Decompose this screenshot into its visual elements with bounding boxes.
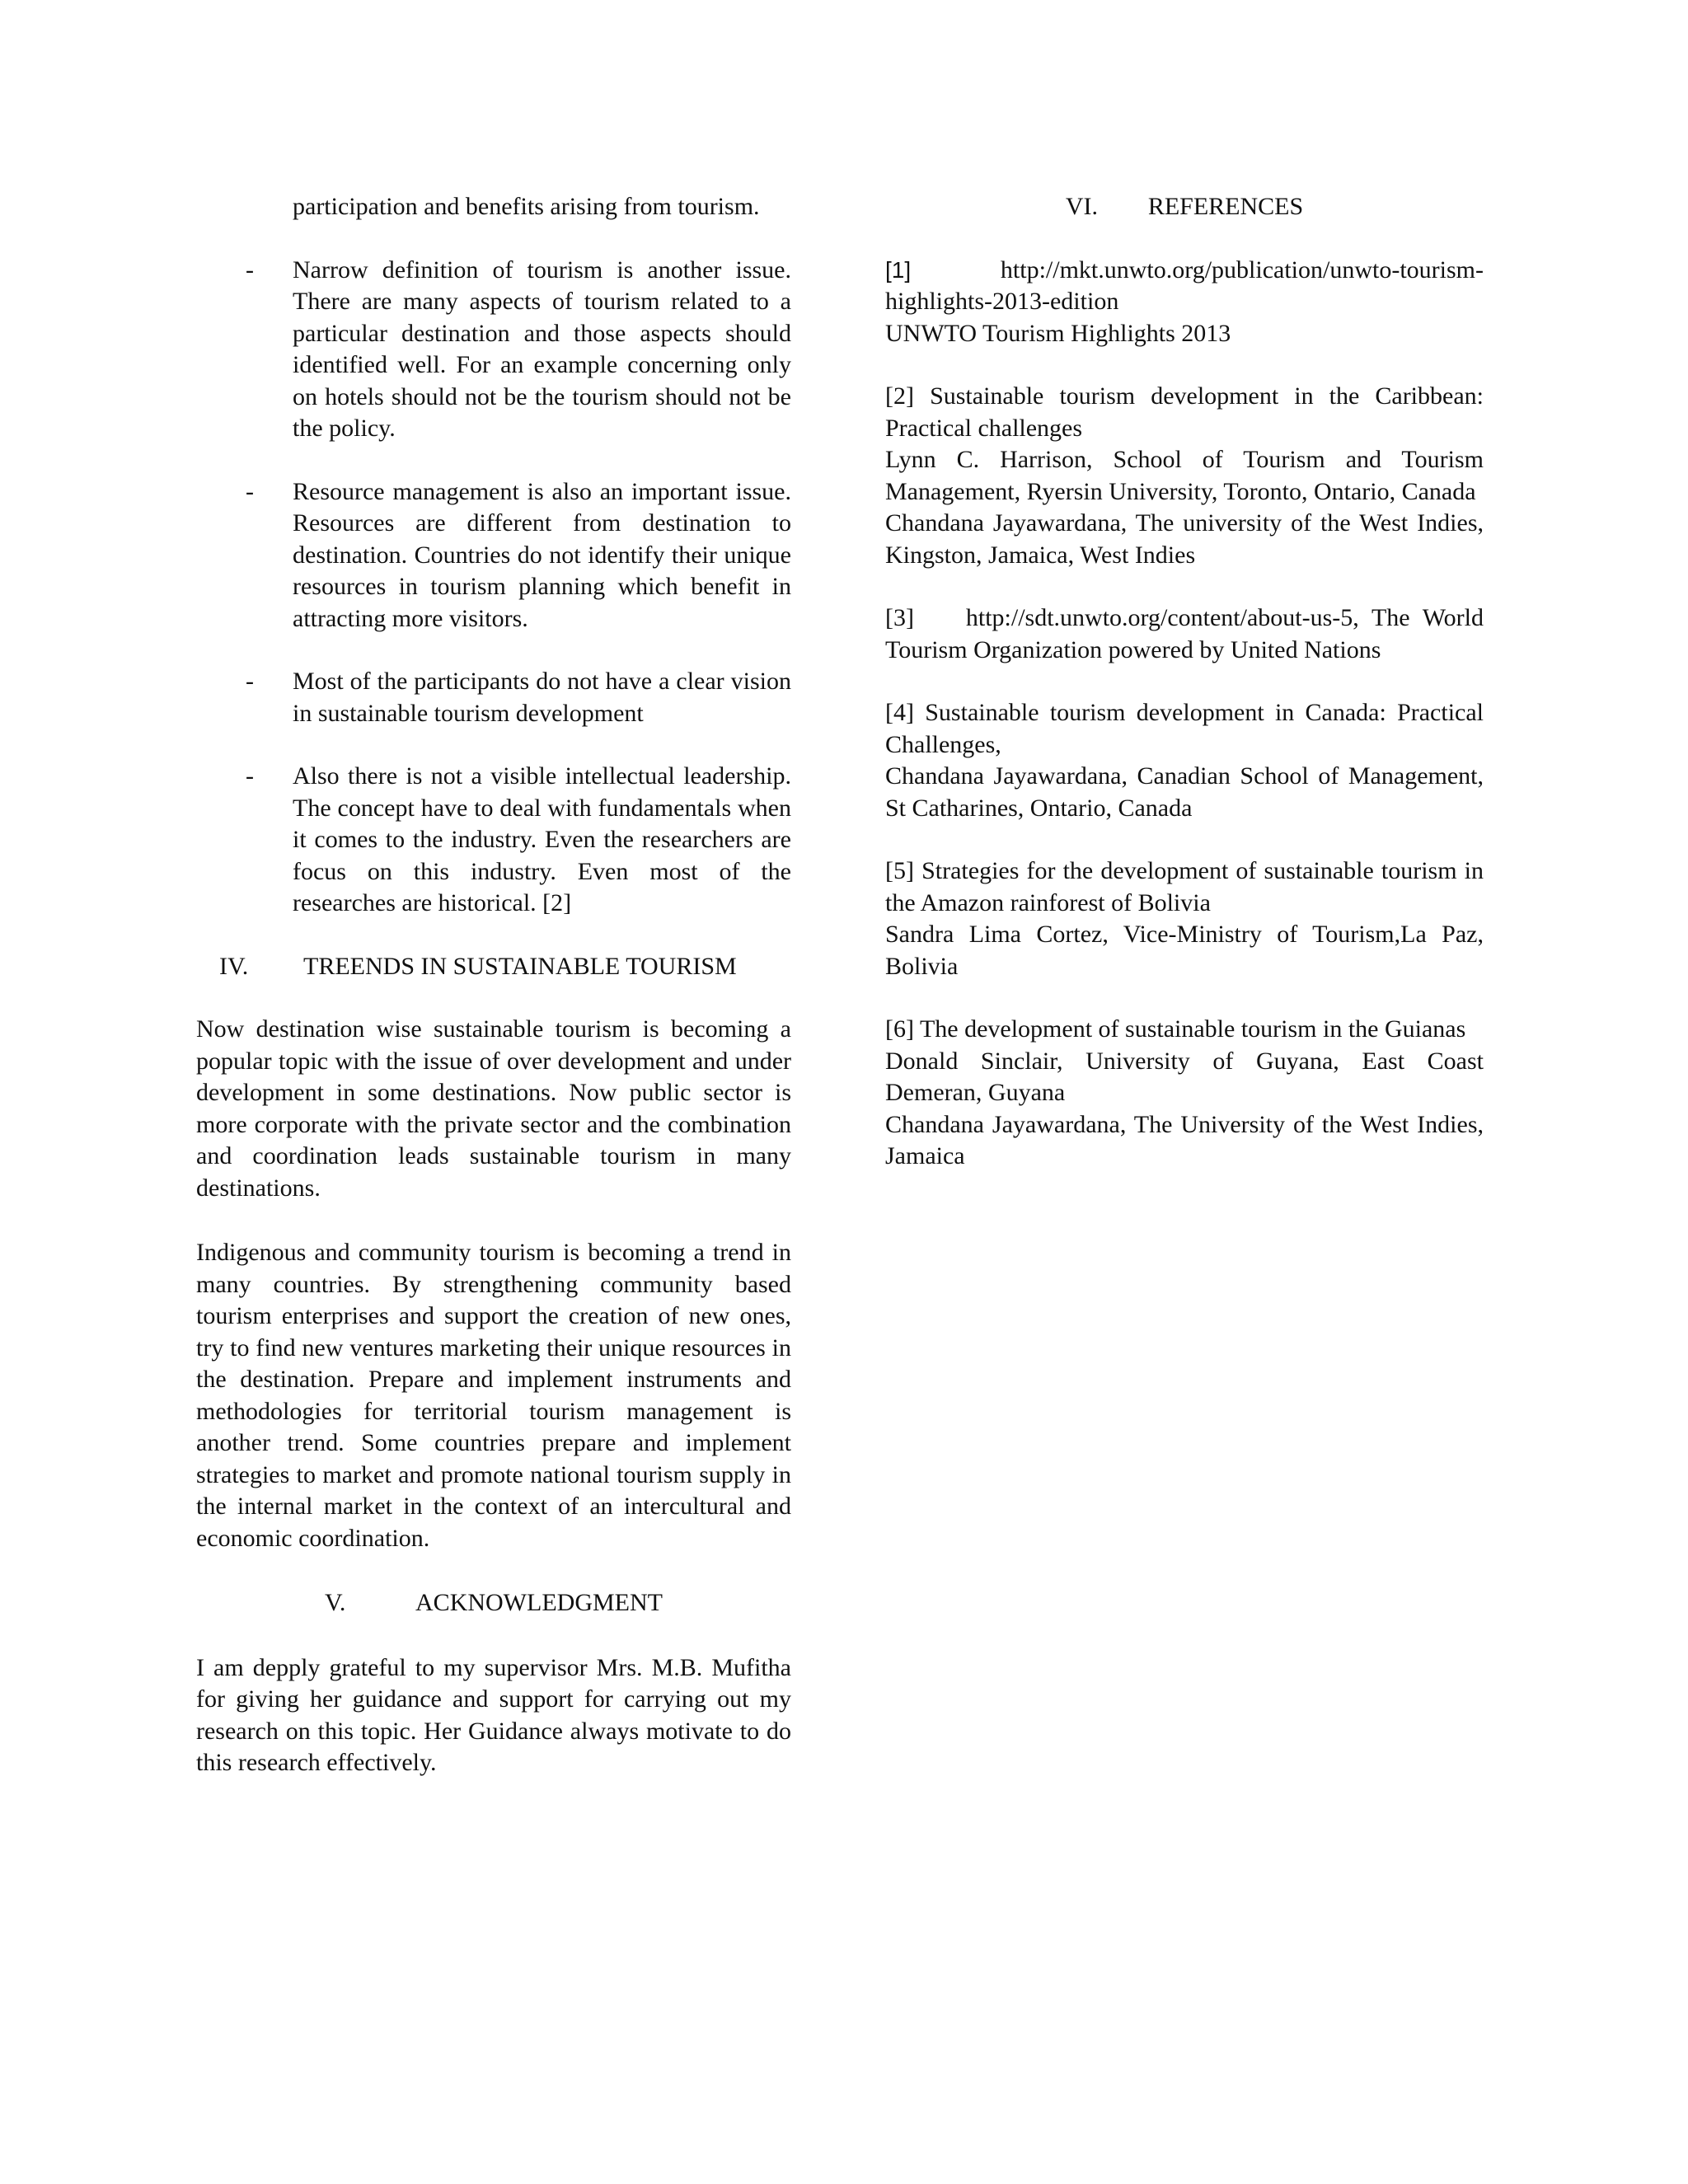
section-title: REFERENCES <box>1147 193 1304 220</box>
left-column <box>196 191 791 1779</box>
paragraph: Now destination wise sustainable tourism is becoming a popular topic with the issue of over development and under development in some destinations. Now public sector is more corporate with the private sector and the combination and coordination leads sustainable tourism in many destinations. <box>196 1015 791 1202</box>
bullet-text: Also there is not a visible intellectual leadership. The concept have to deal with fundamentals when it comes to the industry. Even the researchers are focus on this industry. Even most of the researches are historical. [2] <box>293 762 791 916</box>
bullet-item <box>196 476 791 635</box>
reference-entry <box>885 255 1484 350</box>
reference-link[interactable]: http://sdt.unwto.org/content/about-us-5, The World Tourism Organization powered by United Nations <box>885 604 1484 663</box>
bullet-item <box>196 666 791 729</box>
section-number: IV. <box>219 952 249 980</box>
reference-entry <box>885 602 1484 666</box>
reference-line: Donald Sinclair, University of Guyana, East Coast Demeran, Guyana <box>885 1047 1484 1106</box>
section-title: ACKNOWLEDGMENT <box>415 1589 663 1616</box>
bullet-text: Narrow definition of tourism is another issue. There are many aspects of tourism related to a particular destination and those aspects should identified well. For an example concerning only on hotels should not be the tourism should not be the policy. <box>293 255 791 442</box>
reference-entry <box>885 697 1484 824</box>
section-heading-trends <box>196 951 791 983</box>
reference-label: [2] <box>885 382 914 410</box>
bullet-continuation: participation and benefits arising from tourism. <box>293 193 760 220</box>
reference-line: Chandana Jayawardana, The university of the West Indies, Kingston, Jamaica, West Indies <box>885 509 1484 569</box>
bullet-marker: - <box>246 477 254 505</box>
reference-label: [1] <box>885 256 912 283</box>
section-heading-acknowledgment <box>196 1587 791 1619</box>
reference-line: The development of sustainable tourism in the Guianas <box>919 1015 1466 1043</box>
reference-line: Sandra Lima Cortez, Vice-Ministry of Tourism,La Paz, Bolivia <box>885 921 1484 980</box>
reference-label: [3] <box>885 604 914 631</box>
right-column <box>885 191 1484 1173</box>
reference-line: Sustainable tourism development in Canada: Practical Challenges, <box>885 699 1484 758</box>
bullet-marker: - <box>246 762 254 790</box>
acknowledgment-paragraph: I am depply grateful to my supervisor Mrs. M.B. Mufitha for giving her guidance and support for carrying out my research on this topic. Her Guidance always motivate to do this research effectively. <box>196 1653 791 1776</box>
bullet-item <box>196 761 791 920</box>
bullet-item <box>196 255 791 445</box>
section-number: VI. <box>1065 193 1098 220</box>
bullet-marker: - <box>246 668 254 695</box>
reference-label: [5] <box>885 857 914 884</box>
section-number: V. <box>325 1589 346 1616</box>
reference-line: Chandana Jayawardana, Canadian School of Management, St Catharines, Ontario, Canada <box>885 762 1484 822</box>
paragraph: Indigenous and community tourism is becoming a trend in many countries. By strengthening community based tourism enterprises and support the creation of new ones, try to find new ventures marketing their unique resources in the destination. Prepare and implement instruments and methodologies for territorial tourism management is another trend. Some countries prepare and implement strategies to market and promote national tourism supply in the internal market in the context of an intercultural and economic coordination. <box>196 1239 791 1552</box>
bullet-marker: - <box>246 255 254 284</box>
reference-entry <box>885 1014 1484 1173</box>
reference-line: Chandana Jayawardana, The University of the West Indies, Jamaica <box>885 1110 1484 1169</box>
section-title: TREENDS IN SUSTAINABLE TOURISM <box>303 952 737 980</box>
section-heading-references <box>885 191 1484 223</box>
reference-link[interactable]: http://mkt.unwto.org/publication/unwto-tourism-highlights-2013-edition <box>885 255 1484 315</box>
reference-entry <box>885 381 1484 571</box>
reference-entry <box>885 855 1484 982</box>
reference-line: Lynn C. Harrison, School of Tourism and Tourism Management, Ryersin University, Toronto, Ontario, Canada <box>885 446 1484 505</box>
reference-label: [4] <box>885 699 914 726</box>
reference-line: Strategies for the development of sustainable tourism in the Amazon rainforest of Bolivia <box>885 857 1484 916</box>
reference-line: UNWTO Tourism Highlights 2013 <box>885 319 1231 347</box>
reference-label: [6] <box>885 1015 914 1043</box>
reference-line: Sustainable tourism development in the Caribbean: Practical challenges <box>885 382 1484 442</box>
bullet-text: Most of the participants do not have a clear vision in sustainable tourism development <box>293 668 791 727</box>
bullet-text: Resource management is also an important issue. Resources are different from destination to destination. Countries do not identify their unique resources in tourism planning which benefit in attracting more visitors. <box>293 477 791 632</box>
